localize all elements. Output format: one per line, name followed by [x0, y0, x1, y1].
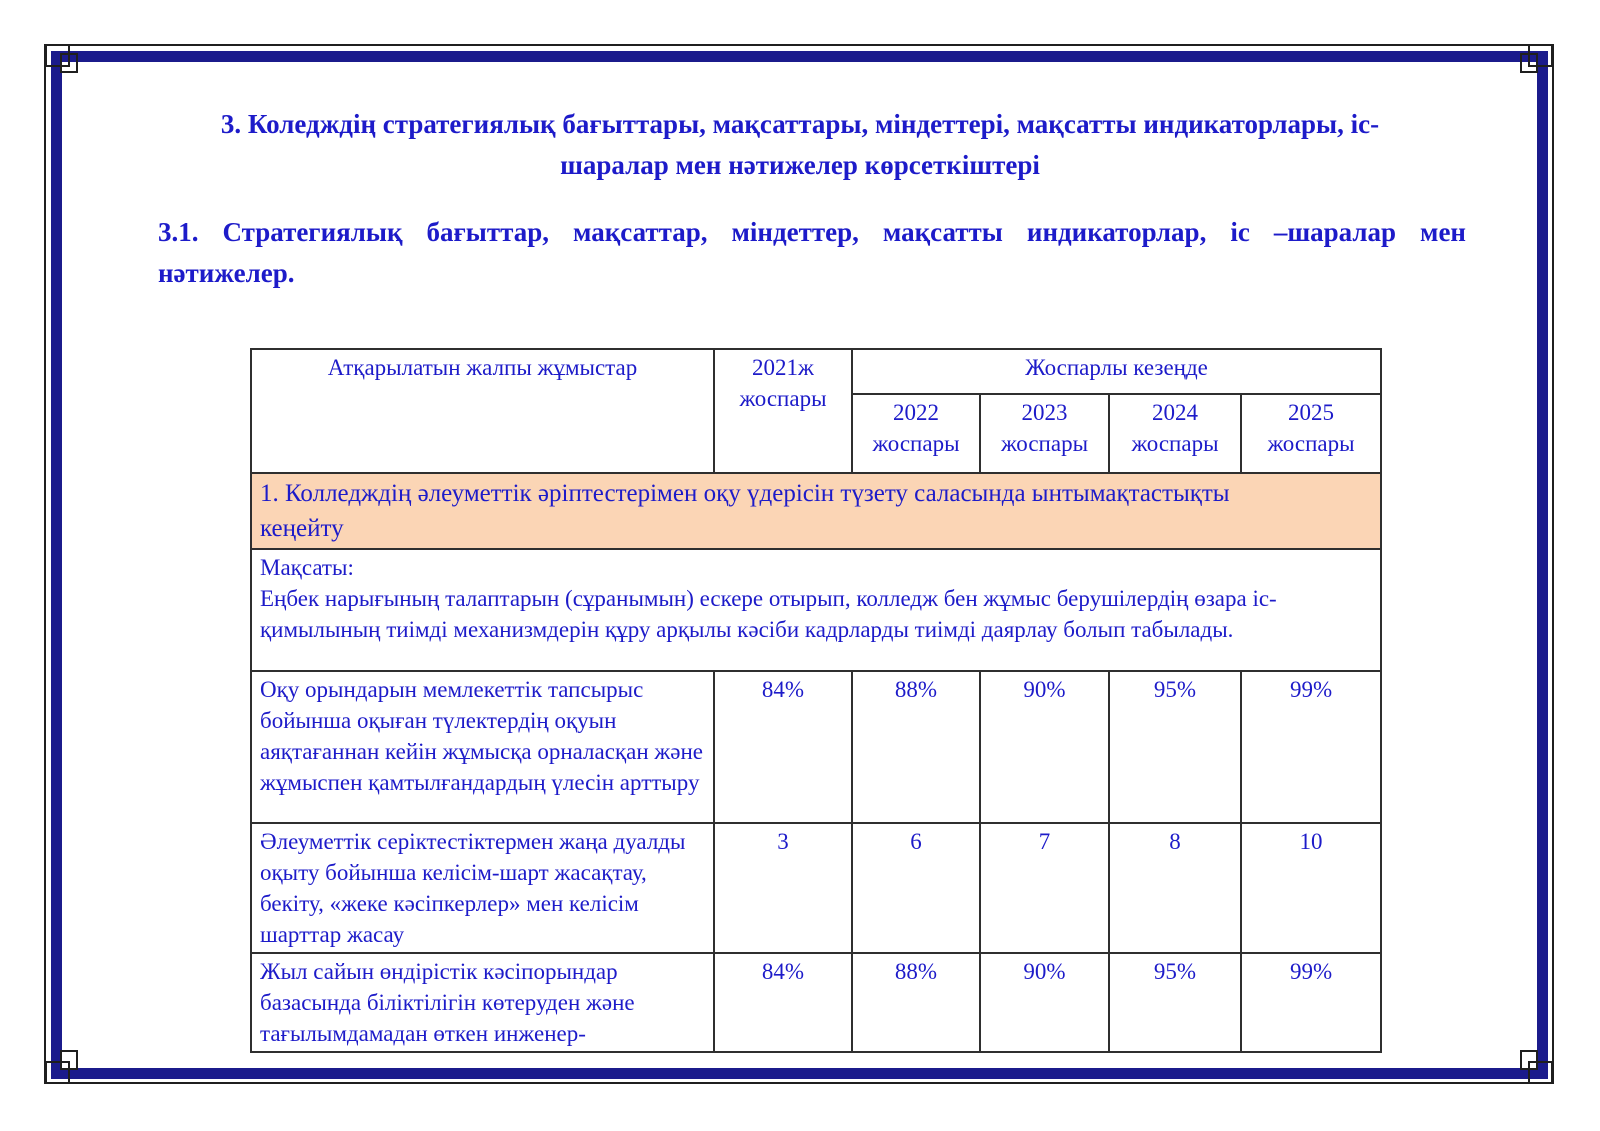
value-cell-2023: 7 [980, 823, 1109, 953]
task-cell: Оқу орындарын мемлекеттік тапсырыс бойынша оқыған түлектердің оқуын аяқтағаннан кейін жұмысқа орналасқан және жұмыспен қамтылғандардың үлесін арттыру [251, 671, 714, 823]
table-row [251, 671, 1381, 823]
value-cell-2021: 84% [714, 953, 852, 1052]
value-cell-2025: 99% [1241, 953, 1381, 1052]
header-2025-label: жоспары [1267, 431, 1355, 456]
header-2023-year: 2023 [1021, 400, 1068, 425]
value-cell-2025: 99% [1241, 671, 1381, 823]
value-cell-2021: 3 [714, 823, 852, 953]
page-title [140, 104, 1460, 186]
value-cell-2024: 95% [1109, 953, 1241, 1052]
header-cell-planned-period: Жоспарлы кезеңде [852, 349, 1381, 394]
header-cell-2024-plan [1109, 394, 1241, 473]
section-subtitle [158, 212, 1466, 294]
header-cell-tasks: Атқарылатын жалпы жұмыстар [251, 349, 714, 473]
section-title-text: 1. Колледждің әлеуметтік әріптестерімен оқу үдерісін түзету саласында ынтымақтастықты кеңейту [260, 480, 1230, 542]
header-2021-year: 2021ж [752, 355, 814, 380]
value-cell-2025: 10 [1241, 823, 1381, 953]
header-2023-label: жоспары [1000, 431, 1089, 456]
goal-text: Еңбек нарығының талаптарын (сұранымын) ескере отырып, колледж бен жұмыс берушілердің өзара іс-қимылының тиімді механизмдерін құру арқылы кәсіби кадрларды тиімді даярлау болып табылады. [260, 586, 1277, 642]
corner-ornament-bottom-left-inner [60, 1050, 78, 1070]
corner-ornament-top-left-inner [60, 53, 78, 73]
section-title-cell [251, 473, 1381, 549]
header-cell-2025-plan [1241, 394, 1381, 473]
value-cell-2021: 84% [714, 671, 852, 823]
value-cell-2022: 88% [852, 953, 980, 1052]
header-2024-label: жоспары [1131, 431, 1219, 456]
corner-ornament-top-right-inner [1520, 53, 1538, 73]
page-title-line-2: шаралар мен нәтижелер көрсеткіштері [560, 150, 1040, 180]
value-cell-2023: 90% [980, 671, 1109, 823]
goal-label: Мақсаты: [260, 555, 354, 580]
goal-row [251, 549, 1381, 671]
header-cell-2023-plan [980, 394, 1109, 473]
value-cell-2022: 88% [852, 671, 980, 823]
value-cell-2023: 90% [980, 953, 1109, 1052]
value-cell-2022: 6 [852, 823, 980, 953]
header-2022-label: жоспары [872, 431, 960, 456]
table-row [251, 823, 1381, 953]
page-title-line-1: 3. Коледждің стратегиялық бағыттары, мақсаттары, міндеттері, мақсатты индикаторлары, іс- [220, 109, 1380, 139]
header-2024-year: 2024 [1152, 400, 1198, 425]
value-cell-2024: 8 [1109, 823, 1241, 953]
header-cell-2021-plan [714, 349, 852, 473]
header-2025-year: 2025 [1288, 400, 1335, 425]
table-header-row-top [251, 349, 1381, 394]
header-2022-year: 2022 [893, 400, 939, 425]
section-subtitle-line-1: 3.1. Стратегиялық бағыттар, мақсаттар, міндеттер, мақсатты индикаторлар, іс –шаралар мен [158, 217, 1466, 247]
task-cell: Жыл сайын өндірістік кәсіпорындар базасында біліктілігін көтеруден және тағылымдамадан өткен инженер- [251, 953, 714, 1052]
header-cell-2022-plan [852, 394, 980, 473]
table-row [251, 953, 1381, 1052]
section-subtitle-line-2: нәтижелер. [158, 258, 295, 288]
value-cell-2024: 95% [1109, 671, 1241, 823]
section-title-row [251, 473, 1381, 549]
strategy-table [250, 348, 1382, 1053]
goal-cell [251, 549, 1381, 671]
task-cell: Әлеуметтік серіктестіктермен жаңа дуалды оқыту бойынша келісім-шарт жасақтау, бекіту, «жеке кәсіпкерлер» мен келісім шарттар жасау [251, 823, 714, 953]
header-2021-label: жоспары [739, 386, 827, 411]
corner-ornament-bottom-right-inner [1520, 1050, 1538, 1070]
